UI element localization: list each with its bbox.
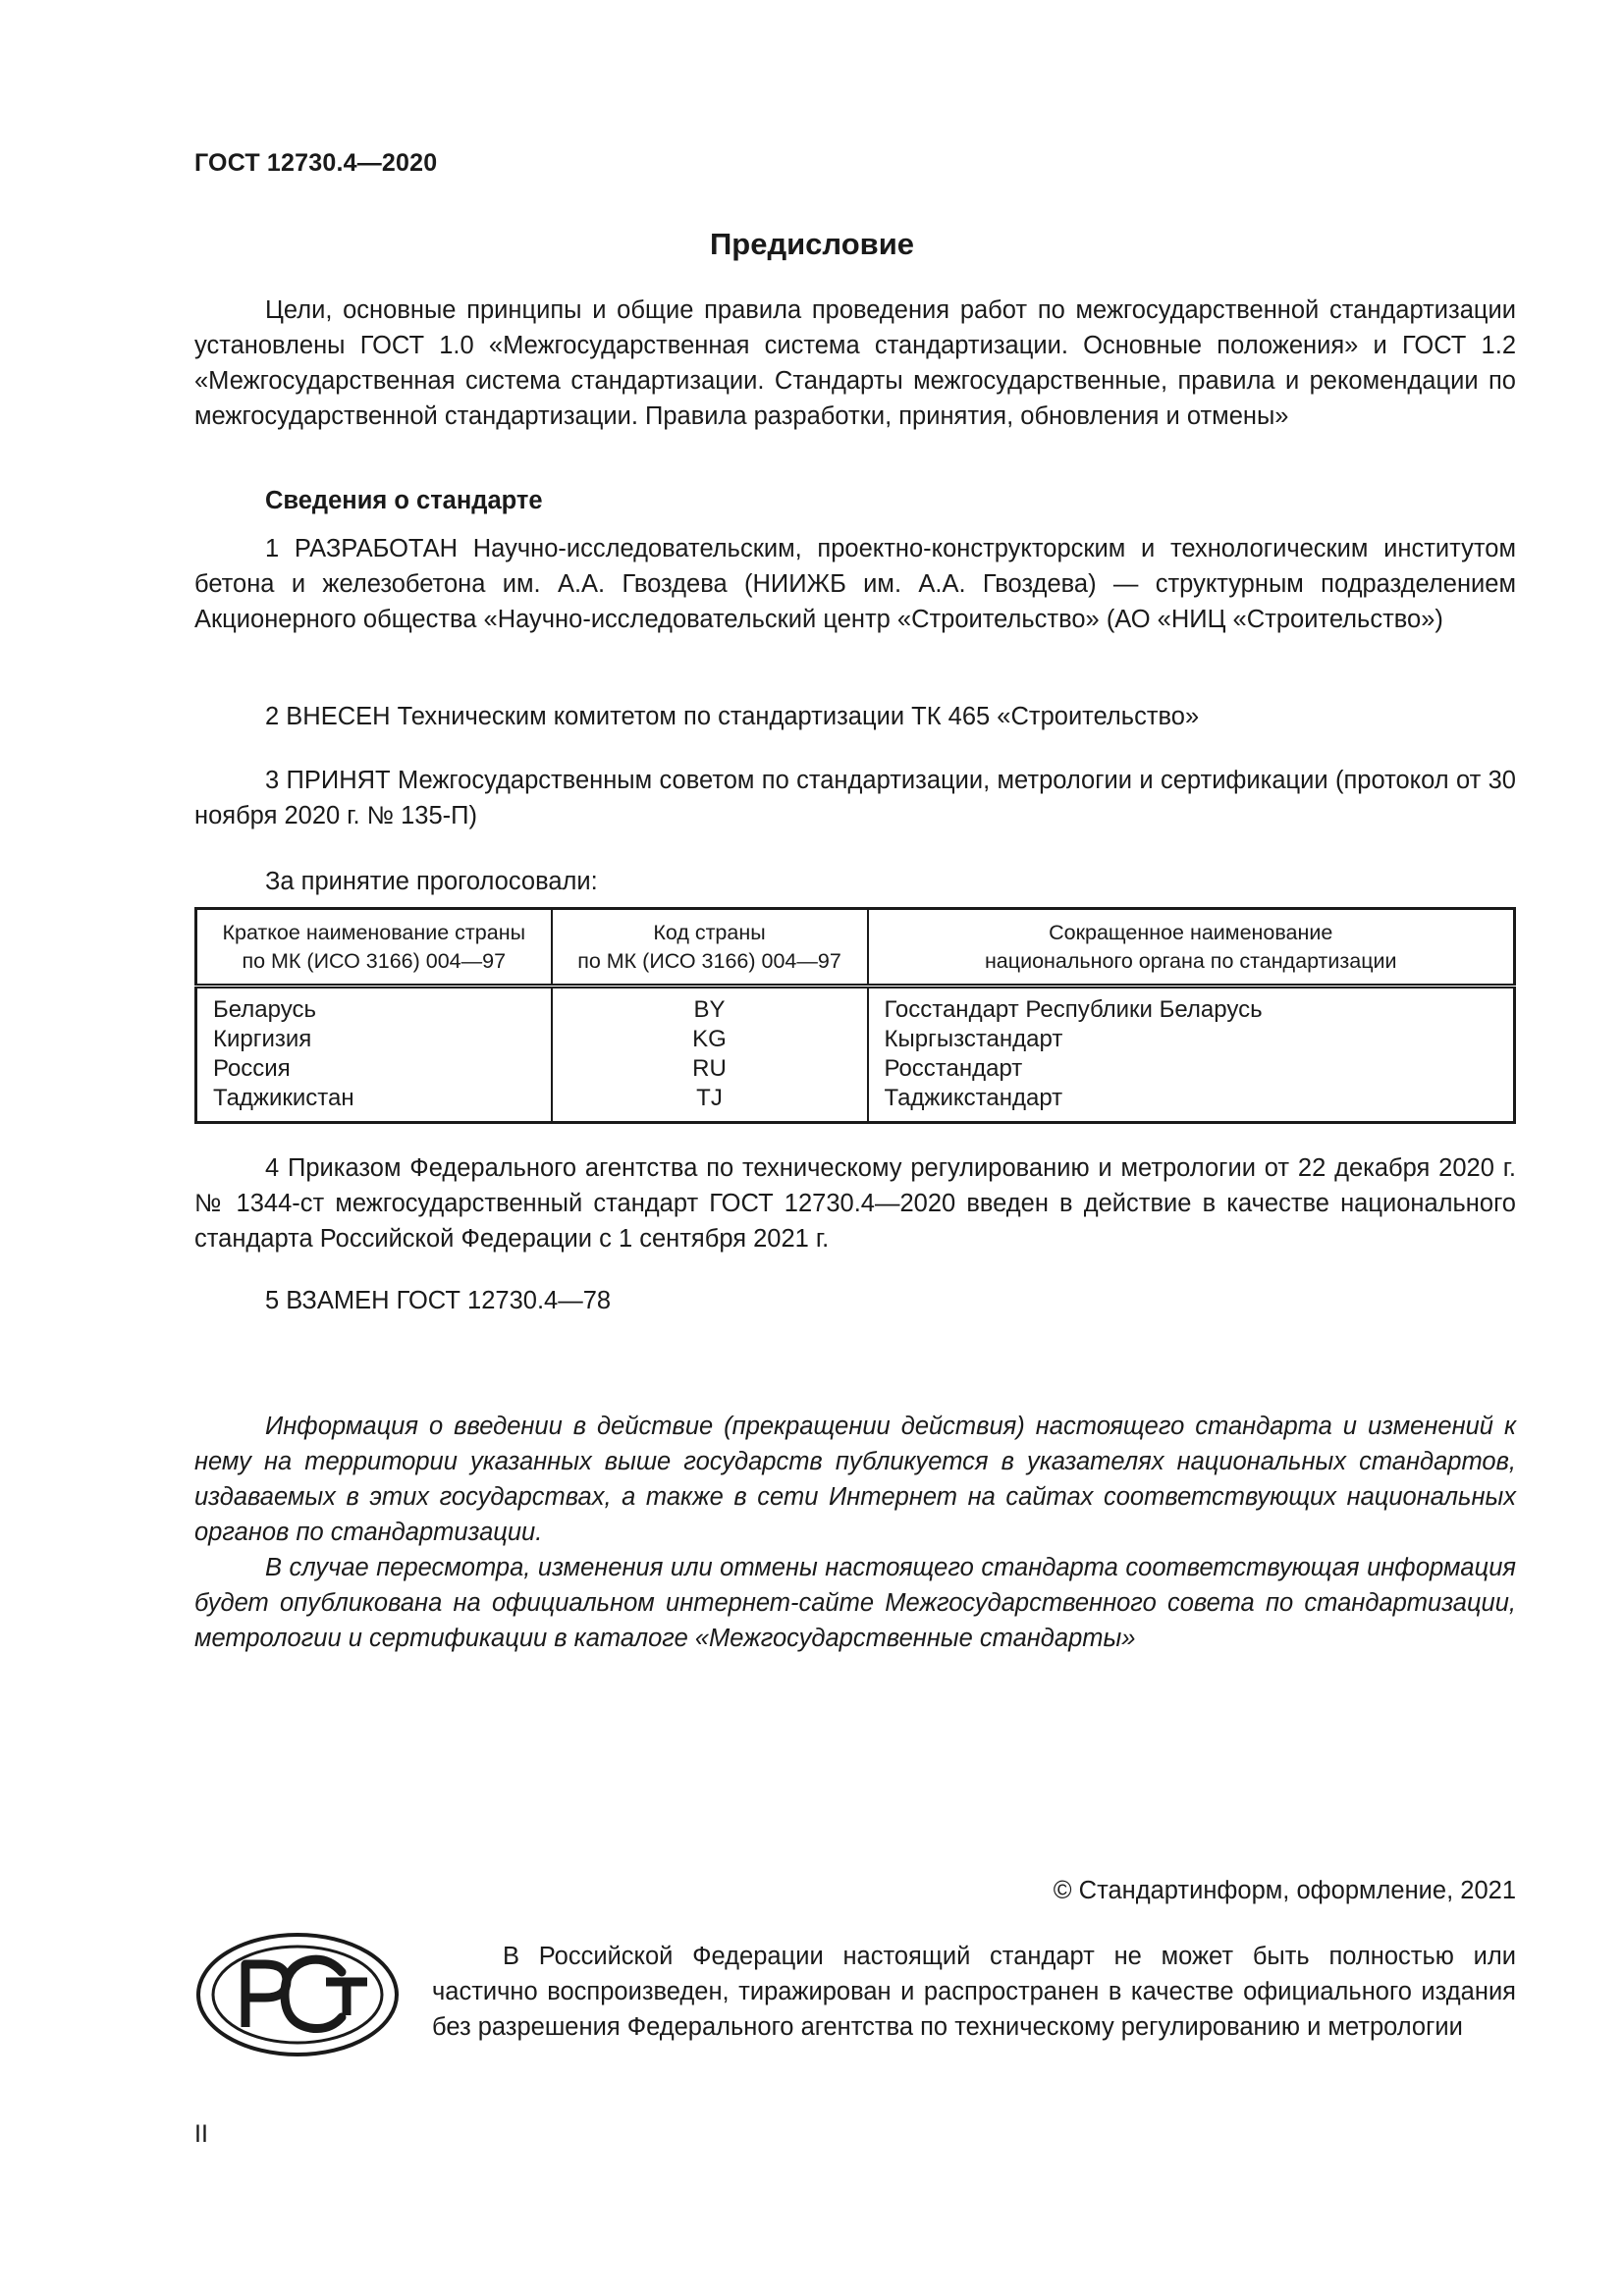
table-row [196,987,1515,1026]
copyright-line: © Стандартинформ, оформление, 2021 [1053,1877,1516,1904]
page-number: II [194,2120,208,2148]
header-code: Код страны по МК (ИСО 3166) 004—97 [552,909,868,987]
copyright-notice: В Российской Федерации настоящий стандарт не может быть полностью или частично воспроизведен, тиражирован и распространен в качестве официального издания без разрешения Федерального агентства по техническому регулированию и метрологии [432,1943,1516,2041]
info-paragraph-1: Информация о введении в действие (прекращении действия) настоящего стандарта и изменений к нему на территории указанных выше государств публикуется в указателях национальных стандартов, издаваемых в этих государствах, а также в сети Интернет на сайтах соответствующих национальных органов по стандартизации. [194,1413,1516,1546]
item-order: 4 Приказом Федерального агентства по техническому регулированию и метрологии от 22 декабря 2020 г. № 1344-ст межгосударственный стандарт ГОСТ 12730.4—2020 введен в действие в качестве национального стандарта Российской Федерации с 1 сентября 2021 г. [194,1154,1516,1253]
item-adopted: 3 ПРИНЯТ Межгосударственным советом по стандартизации, метрологии и сертификации (протокол от 30 ноября 2020 г. № 135-П) [194,767,1516,829]
body-cell: Таджикстандарт [884,1085,1063,1111]
body-cell: Кыргызстандарт [884,1026,1063,1052]
voted-label: За принятие проголосовали: [265,868,598,895]
intro-paragraph: Цели, основные принципы и общие правила проведения работ по межгосударственной стандартизации установлены ГОСТ 1.0 «Межгосударственная система стандартизации. Основные положения» и ГОСТ 1.2 «Межгосударственная система стандартизации. Стандарты межгосударственные, правила и рекомендации по межгосударственной стандартизации. Правила разработки, принятия, обновления и отмены» [194,296,1516,430]
code-cell: RU [552,1054,868,1084]
page-title: Предисловие [709,227,914,261]
rst-logo-icon [194,1931,401,2058]
table-row [196,1084,1515,1123]
country-cell: Россия [196,1054,552,1084]
item-introduced: 2 ВНЕСЕН Техническим комитетом по стандартизации ТК 465 «Строительство» [265,703,1200,730]
country-cell: Таджикистан [196,1084,552,1123]
header-country: Краткое наименование страны по МК (ИСО 3166) 004—97 [196,909,552,987]
body-cell: Госстандарт Республики Беларусь [884,996,1263,1023]
body-cell: Росстандарт [884,1055,1023,1082]
table-row [196,1025,1515,1054]
section-heading: Сведения о стандарте [265,487,543,514]
country-cell: Киргизия [196,1025,552,1054]
item-developed: 1 РАЗРАБОТАН Научно-исследовательским, проектно-конструкторским и технологическим институтом бетона и железобетона им. А.А. Гвоздева (НИИЖБ им. А.А. Гвоздева) — структурным подразделением Акционерного общества «Научно-исследовательский центр «Строительство» (АО «НИЦ «Строительство») [194,535,1516,633]
standard-code: ГОСТ 12730.4—2020 [194,149,438,177]
item-replaces: 5 ВЗАМЕН ГОСТ 12730.4—78 [265,1287,612,1314]
code-cell: BY [552,987,868,1026]
table-header-row [196,909,1515,987]
code-cell: TJ [552,1084,868,1123]
info-paragraph-2: В случае пересмотра, изменения или отмены настоящего стандарта соответствующая информация будет опубликована на официальном интернет-сайте Межгосударственного совета по стандартизации, метрологии и сертификации в каталоге «Межгосударственные стандарты» [194,1554,1516,1652]
table-row [196,1054,1515,1084]
header-body: Сокращенное наименование национального органа по стандартизации [868,909,1515,987]
voting-countries-table [194,907,1516,1124]
code-cell: KG [552,1025,868,1054]
country-cell: Беларусь [196,987,552,1026]
